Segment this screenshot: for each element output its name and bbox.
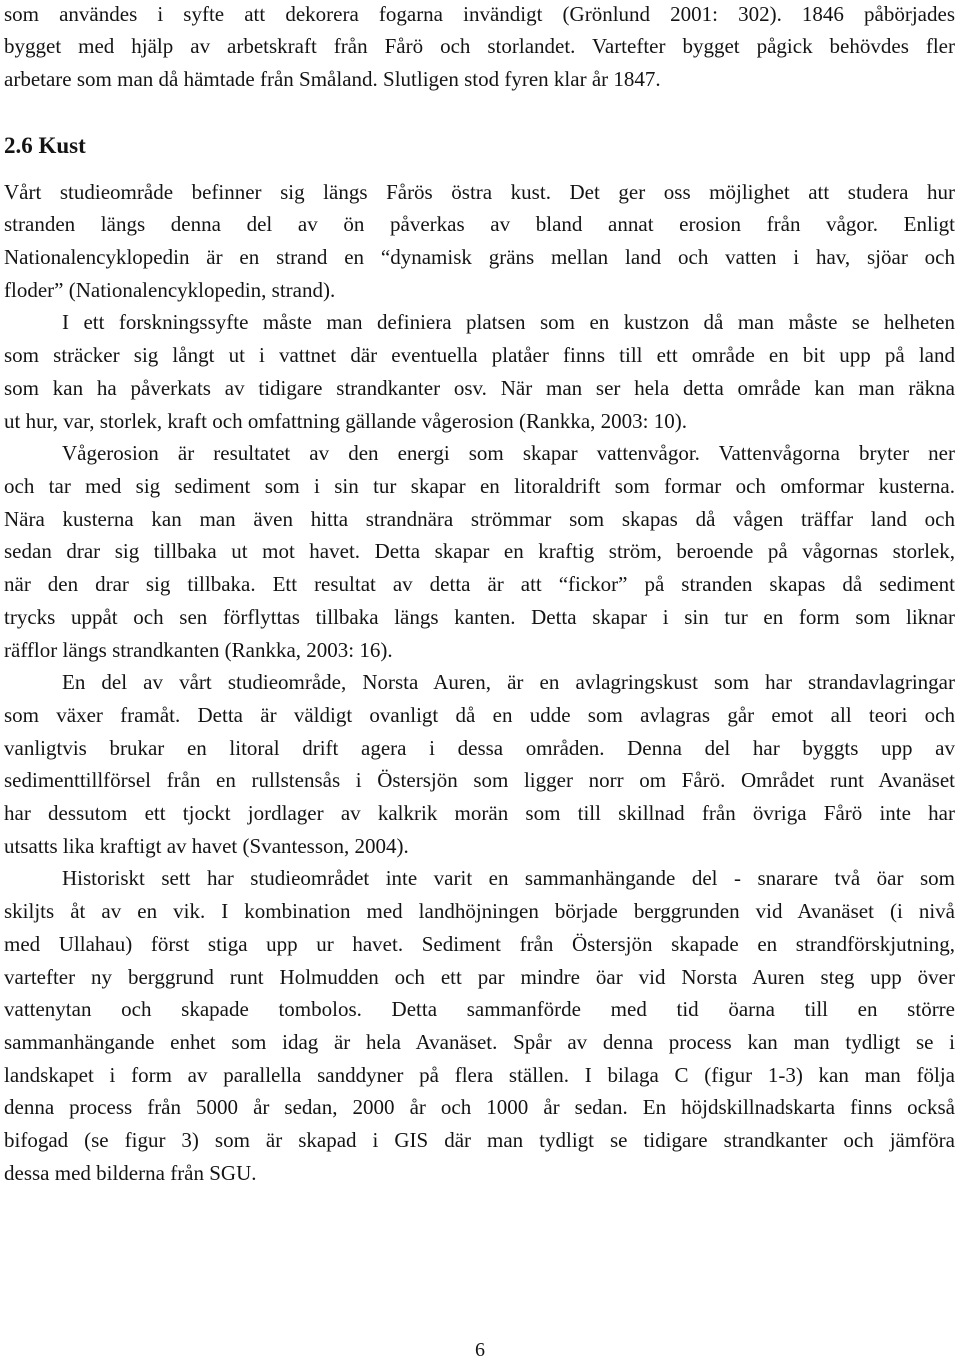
text-line: som kan ha påverkats av tidigare strandkanter osv. När man ser hela detta område kan man räkna	[4, 375, 955, 400]
text-line: med Ullahau) först stiga upp ur havet. Sediment från Östersjön skapade en strandförskjutning,	[4, 931, 955, 956]
text-line: som växer framåt. Detta är väldigt ovanligt då en udde som avlagras går emot all teori och	[4, 702, 955, 727]
text-line: denna process från 5000 år sedan, 2000 år och 1000 år sedan. En höjdskillnadskarta finns också	[4, 1095, 955, 1120]
paragraph	[4, 306, 955, 437]
text-line: bifogad (se figur 3) som är skapad i GIS där man tydligt se tidigare strandkanter och jämföra	[4, 1128, 955, 1153]
text-line: stranden längs denna del av ön påverkas av bland annat erosion från vågor. Enligt	[4, 212, 955, 237]
text-line: Nationalencyklopedin är en strand en “dynamisk gräns mellan land och vatten i hav, sjöar och	[4, 245, 955, 270]
text-line: som sträcker sig långt ut i vattnet där eventuella platåer finns till ett område en bit upp på land	[4, 343, 955, 368]
section-heading: 2.6 Kust	[4, 132, 86, 158]
text-line: skiljts åt av en vik. I kombination med landhöjningen började berggrunden vid Avanäset (i nivå	[4, 899, 955, 924]
text-line: floder” (Nationalencyklopedin, strand).	[4, 277, 336, 302]
paragraph	[4, 666, 955, 862]
text-line: Vårt studieområde befinner sig längs Fårös östra kust. Det ger oss möjlighet att studera hur	[4, 179, 955, 204]
text-line: I ett forskningssyfte måste man definiera platsen som en kustzon då man måste se helheten	[62, 310, 955, 335]
text-line: räfflor längs strandkanten (Rankka, 2003: 16).	[4, 637, 393, 662]
text-line: som användes i syfte att dekorera fogarna invändigt (Grönlund 2001: 302). 1846 påbörjades	[4, 1, 955, 26]
text-line: arbetare som man då hämtade från Småland. Slutligen stod fyren klar år 1847.	[4, 67, 661, 92]
text-line: har dessutom ett tjockt jordlager av kalkrik morän som till skillnad från övriga Fårö inte har	[4, 801, 955, 826]
text-line: när den drar sig tillbaka. Ett resultat av detta är att “fickor” på stranden skapas då sediment	[4, 572, 955, 597]
page-content	[4, 0, 955, 1189]
text-line: Nära kusterna kan man även hitta strandnära strömmar som skapas då vågen träffar land och	[4, 506, 955, 531]
text-line: och tar med sig sediment som i sin tur skapar en litoraldrift som formar och omformar kusterna.	[4, 473, 955, 498]
text-line: bygget med hjälp av arbetskraft från Fårö och storlandet. Vartefter bygget pågick behövdes fler	[4, 34, 955, 59]
text-line: utsatts lika kraftigt av havet (Svantesson, 2004).	[4, 833, 409, 858]
text-line: vattenytan och skapade tombolos. Detta sammanförde med tid öarna till en större	[4, 997, 955, 1022]
text-line: sedan drar sig tillbaka ut mot havet. Detta skapar en kraftig ström, beroende på vågornas storlek,	[4, 539, 955, 564]
text-line: landskapet i form av parallella sanddyner på flera ställen. I bilaga C (figur 1-3) kan man följa	[4, 1062, 955, 1087]
text-line: vartefter ny berggrund runt Holmudden och ett par mindre öar vid Norsta Auren steg upp över	[4, 964, 955, 989]
text-line: En del av vårt studieområde, Norsta Auren, är en avlagringskust som har strandavlagringar	[62, 670, 955, 695]
text-line: sammanhängande enhet som idag är hela Avanäset. Spår av denna process kan man tydligt se i	[4, 1029, 955, 1054]
page-number: 6	[475, 1338, 485, 1360]
text-line: vanligtvis brukar en litoral drift agera i dessa områden. Denna del har byggts upp av	[4, 735, 955, 760]
text-line: Vågerosion är resultatet av den energi som skapar vattenvågor. Vattenvågorna bryter ner	[62, 441, 955, 466]
continued-paragraph	[4, 0, 955, 96]
text-line: ut hur, var, storlek, kraft och omfattning gällande vågerosion (Rankka, 2003: 10).	[4, 408, 687, 433]
text-line: dessa med bilderna från SGU.	[4, 1160, 257, 1185]
paragraph	[4, 176, 955, 307]
text-line: trycks uppåt och sen förflyttas tillbaka längs kanten. Detta skapar i sin tur en form som liknar	[4, 604, 955, 629]
text-line: sedimenttillförsel från en rullstensås i Östersjön som ligger norr om Fårö. Området runt Avanäset	[4, 768, 955, 793]
paragraph	[4, 437, 955, 666]
paragraph	[4, 862, 955, 1189]
text-line: Historiskt sett har studieområdet inte varit en sammanhängande del - snarare två öar som	[62, 866, 955, 891]
